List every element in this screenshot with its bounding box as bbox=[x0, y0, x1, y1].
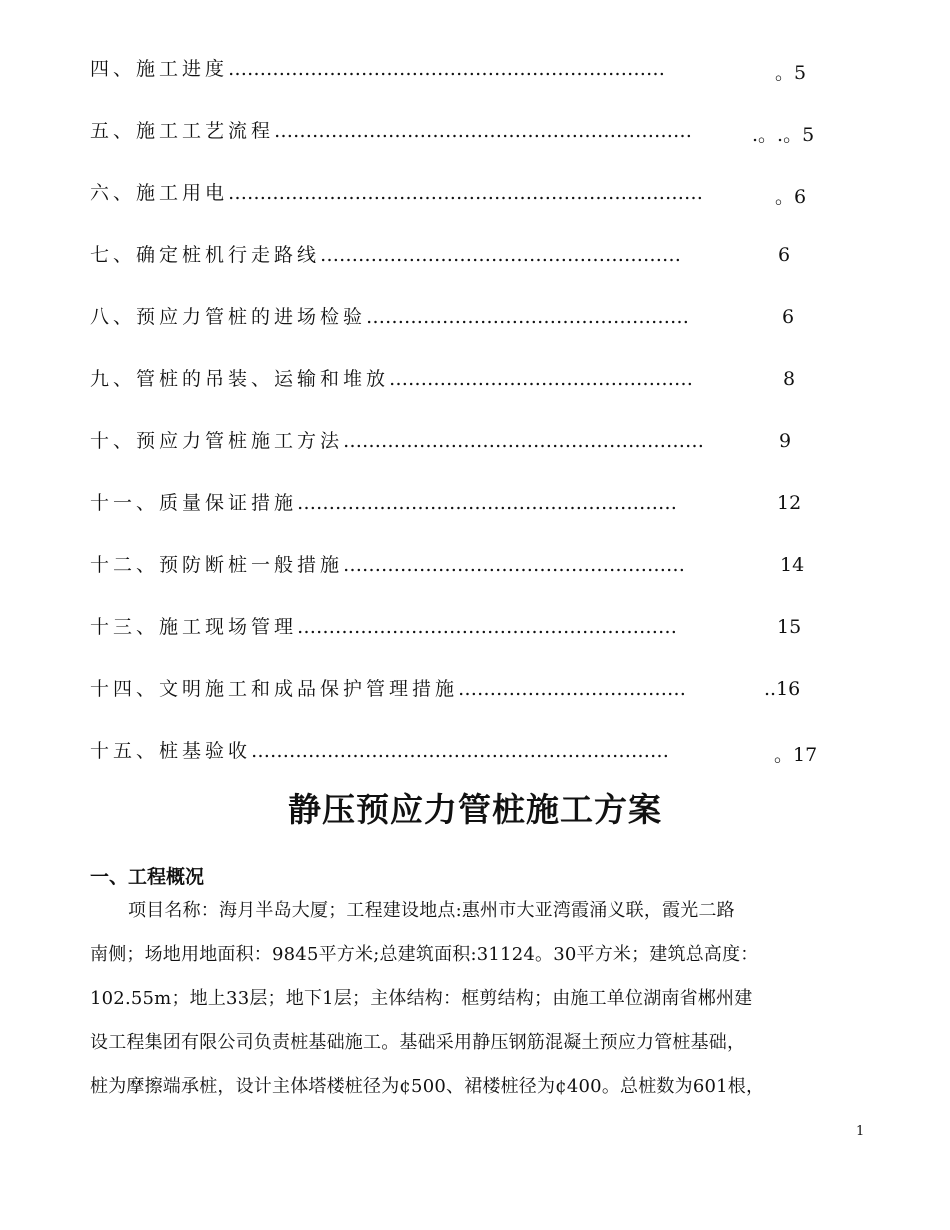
toc-entry bbox=[90, 550, 685, 580]
toc-entry-page: 8 bbox=[783, 368, 796, 390]
paragraph-line: 桩为摩擦端承桩，设计主体塔楼桩径为¢500、裙楼桩径为¢400。总桩数为601根， bbox=[90, 1076, 765, 1097]
toc-entry-page: 6 bbox=[782, 306, 795, 328]
toc-entry bbox=[90, 116, 692, 146]
paragraph-line: 南侧；场地用地面积：9845平方米;总建筑面积:31124。30平方米；建筑总高度： bbox=[90, 944, 759, 965]
toc-entry bbox=[90, 612, 677, 642]
toc-leader-dots: ………………………………………………… bbox=[320, 244, 682, 266]
toc-entry-page: 。6 bbox=[775, 186, 807, 208]
toc-leader-dots: ………………………………………………………………… bbox=[228, 182, 704, 204]
toc-entry-page: 。5 bbox=[775, 62, 807, 84]
toc-leader-dots: …………………………………………… bbox=[366, 306, 690, 328]
paragraph-line: 项目名称：海月半岛大厦；工程建设地点:惠州市大亚湾霞涌义联，霞光二路 bbox=[128, 900, 735, 921]
toc-entry-page: 15 bbox=[777, 616, 802, 638]
toc-entry bbox=[90, 426, 704, 456]
toc-entry bbox=[90, 674, 686, 704]
toc-leader-dots: …………………………………………………………… bbox=[228, 58, 666, 80]
toc-leader-dots: …………………………………………………… bbox=[297, 492, 678, 514]
toc-entry-page: 。17 bbox=[774, 744, 818, 766]
paragraph-line: 102.55m；地上33层；地下1层；主体结构：框剪结构；由施工单位湖南省郴州建 bbox=[90, 988, 753, 1009]
toc-entry-label: 十、预应力管桩施工方法 bbox=[90, 430, 344, 452]
toc-entry-page: .。.。5 bbox=[752, 124, 815, 146]
toc-leader-dots: ………………………………………… bbox=[389, 368, 694, 390]
toc-entry-label: 十三、施工现场管理 bbox=[90, 616, 298, 638]
toc-entry bbox=[90, 736, 669, 766]
toc-entry-page: 6 bbox=[778, 244, 791, 266]
toc-entry-label: 十五、桩基验收 bbox=[90, 740, 252, 762]
toc-entry bbox=[90, 302, 689, 332]
toc-entry-page: 9 bbox=[779, 430, 792, 452]
toc-leader-dots: ………………………………………………………… bbox=[251, 740, 670, 762]
toc-leader-dots: ………………………………………………………… bbox=[274, 120, 693, 142]
toc-entry bbox=[90, 240, 681, 270]
toc-entry-label: 十四、文明施工和成品保护管理措施 bbox=[90, 678, 459, 700]
toc-entry-label: 六、施工用电 bbox=[90, 182, 229, 204]
document-title: 静压预应力管桩施工方案 bbox=[288, 790, 662, 829]
toc-leader-dots: …………………………………………………… bbox=[297, 616, 678, 638]
toc-entry-label: 九、管桩的吊装、运输和堆放 bbox=[90, 368, 390, 390]
toc-leader-dots: ……………………………… bbox=[458, 678, 687, 700]
toc-leader-dots: ………………………………………………… bbox=[343, 430, 705, 452]
page-number: 1 bbox=[856, 1124, 865, 1139]
toc-entry-label: 十二、预防断桩一般措施 bbox=[90, 554, 344, 576]
toc-entry-page: 14 bbox=[780, 554, 805, 576]
toc-entry-label: 十一、质量保证措施 bbox=[90, 492, 298, 514]
toc-entry bbox=[90, 488, 677, 518]
section-heading: 一、工程概况 bbox=[90, 866, 205, 888]
toc-entry-page: ..16 bbox=[764, 678, 801, 700]
paragraph-line: 设工程集团有限公司负责桩基础施工。基础采用静压钢筋混凝土预应力管桩基础， bbox=[90, 1032, 746, 1053]
toc-entry-label: 四、施工进度 bbox=[90, 58, 229, 80]
toc-entry-page: 12 bbox=[777, 492, 802, 514]
toc-entry bbox=[90, 54, 665, 84]
toc-entry-label: 五、施工工艺流程 bbox=[90, 120, 275, 142]
toc-entry bbox=[90, 364, 693, 394]
toc-entry-label: 七、确定桩机行走路线 bbox=[90, 244, 321, 266]
toc-entry bbox=[90, 178, 703, 208]
toc-leader-dots: ……………………………………………… bbox=[343, 554, 686, 576]
toc-entry-label: 八、预应力管桩的进场检验 bbox=[90, 306, 367, 328]
